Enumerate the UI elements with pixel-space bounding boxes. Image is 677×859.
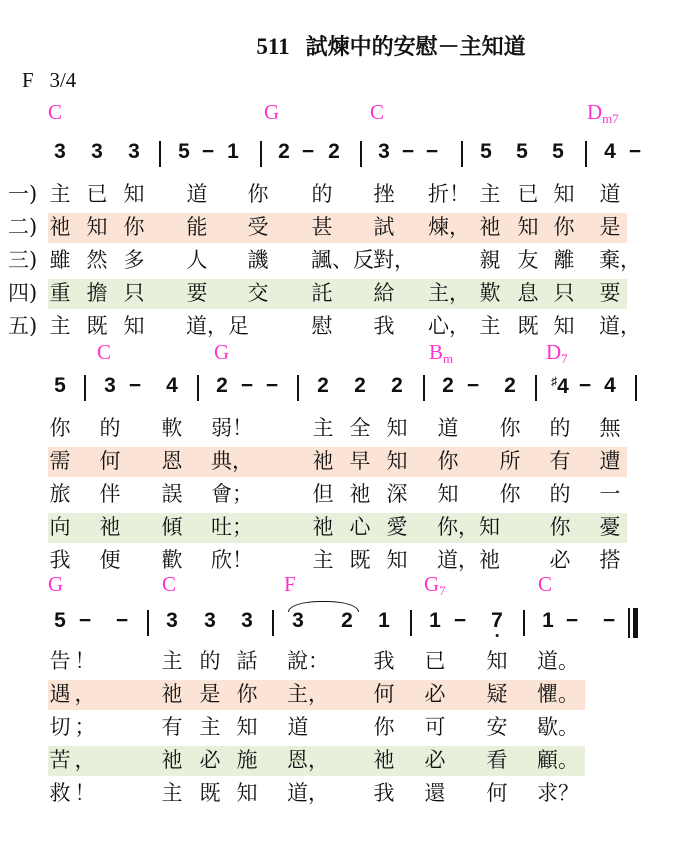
note-dash: − xyxy=(425,140,439,163)
barline xyxy=(523,610,525,636)
barline xyxy=(410,610,412,636)
note: 3 xyxy=(104,374,116,397)
lyric-syllable: 知 xyxy=(553,182,575,206)
barline xyxy=(272,610,274,636)
barline xyxy=(297,375,299,401)
chord-root: G xyxy=(424,572,440,596)
lyric-syllable: 主 xyxy=(312,416,334,440)
page-title xyxy=(0,30,677,61)
lyric-syllable: 說： xyxy=(287,649,329,673)
chord-quality: 7 xyxy=(439,583,446,598)
lyric-syllable: 你 xyxy=(247,182,269,206)
lyric-syllable: 離 xyxy=(553,248,575,272)
lyric-syllable: 祂 xyxy=(373,748,395,772)
lyric-syllable: 何 xyxy=(99,449,121,473)
lyric-syllable: 必 xyxy=(199,748,221,772)
lyric-syllable: 祂 xyxy=(49,215,71,239)
chord-root: D xyxy=(546,340,562,364)
lyric-syllable: 你 xyxy=(123,215,145,239)
lyric-syllable: 你，知 xyxy=(437,515,500,539)
lyric-syllable: 知 xyxy=(236,781,258,805)
lyric-syllable: 心， xyxy=(428,314,470,338)
chord-root: C xyxy=(97,340,112,364)
note-dash: − xyxy=(78,609,92,632)
lyric-syllable: 你 xyxy=(437,449,459,473)
lyric-syllable: 吐； xyxy=(211,515,253,539)
lyric-syllable: 道，足 xyxy=(186,314,249,338)
lyric-syllable: 是 xyxy=(199,682,221,706)
lyric-syllable: 你 xyxy=(236,682,258,706)
final-barline-thick xyxy=(633,608,638,638)
lyric-syllable: 誤 xyxy=(161,482,183,506)
chord-symbol xyxy=(48,100,62,125)
lower-octave-dot xyxy=(496,634,499,637)
lyric-syllable: 譏 xyxy=(247,248,269,272)
note: 5 xyxy=(178,140,190,163)
time-signature: 3/4 xyxy=(49,68,77,92)
note: 3 xyxy=(204,609,216,632)
note: 5 xyxy=(54,374,66,397)
note: 3 xyxy=(241,609,253,632)
note: 2 xyxy=(341,609,353,632)
lyric-syllable: 愛 xyxy=(386,515,408,539)
chord-symbol xyxy=(429,340,453,367)
note-dash: − xyxy=(115,609,129,632)
lyric-syllable: 安 xyxy=(486,715,508,739)
lyric-syllable: ！ xyxy=(74,649,96,673)
lyric-syllable: 道，祂 xyxy=(437,548,500,572)
lyric-syllable: 試 xyxy=(373,215,395,239)
barline xyxy=(147,610,149,636)
lyric-syllable: 求？ xyxy=(537,781,579,805)
lyric-syllable: 知 xyxy=(386,548,408,572)
lyric-syllable: 看 xyxy=(486,748,508,772)
lyric-syllable: 要 xyxy=(186,281,208,305)
lyric-syllable: 折！ xyxy=(428,182,470,206)
verse-label: 一) xyxy=(8,182,38,206)
lyric-syllable: 向 xyxy=(49,515,71,539)
verse-highlight-band xyxy=(48,513,627,543)
note-dash: − xyxy=(466,374,480,397)
barline xyxy=(535,375,537,401)
note-dash: − xyxy=(453,609,467,632)
note: 4 xyxy=(604,374,616,397)
note: ♯4 xyxy=(551,374,569,398)
verse-label: 四) xyxy=(8,281,38,305)
lyric-syllable: ， xyxy=(74,682,96,706)
lyric-syllable: 祂 xyxy=(161,682,183,706)
barline xyxy=(635,375,637,401)
lyric-syllable: 雖 xyxy=(49,248,71,272)
lyric-syllable: 祂 xyxy=(479,215,501,239)
lyric-syllable: 祂 xyxy=(312,515,334,539)
lyric-syllable: 人 xyxy=(186,248,208,272)
lyric-syllable: 的 xyxy=(311,182,333,206)
lyric-syllable: 是 xyxy=(599,215,621,239)
lyric-syllable: 有 xyxy=(161,715,183,739)
lyric-syllable: 道。 xyxy=(537,649,579,673)
lyric-syllable: 搭 xyxy=(599,548,621,572)
barline xyxy=(360,141,362,167)
lyric-syllable: 的 xyxy=(99,416,121,440)
note: 2 xyxy=(278,140,290,163)
lyric-syllable: 祂 xyxy=(161,748,183,772)
lyric-syllable: ； xyxy=(74,715,96,739)
lyric-syllable: 多 xyxy=(123,248,145,272)
lyric-syllable: 你 xyxy=(499,416,521,440)
lyric-syllable: 恩 xyxy=(161,449,183,473)
lyric-syllable: 遭 xyxy=(599,449,621,473)
note: 3 xyxy=(378,140,390,163)
lyric-syllable: 知 xyxy=(486,649,508,673)
chord-root: D xyxy=(587,100,603,124)
lyric-syllable: 一 xyxy=(599,482,621,506)
lyric-syllable: 知 xyxy=(86,215,108,239)
lyric-syllable: 需 xyxy=(49,449,71,473)
lyric-syllable: 息 xyxy=(517,281,539,305)
lyric-syllable: 主 xyxy=(49,314,71,338)
lyric-syllable: 旅 xyxy=(49,482,71,506)
lyric-syllable: 你 xyxy=(549,515,571,539)
lyric-syllable: 所 xyxy=(499,449,521,473)
lyric-syllable: 諷、反 xyxy=(311,248,374,272)
hymn-number: 511 xyxy=(256,34,290,59)
lyric-syllable: 可 xyxy=(424,715,446,739)
lyric-syllable: 挫 xyxy=(373,182,395,206)
chord-symbol xyxy=(546,340,568,367)
lyric-syllable: 親 xyxy=(479,248,501,272)
lyric-syllable: 主 xyxy=(49,182,71,206)
chord-symbol xyxy=(214,340,229,365)
lyric-syllable: 煉， xyxy=(428,215,470,239)
note: 2 xyxy=(504,374,516,397)
lyric-syllable: 歡 xyxy=(161,548,183,572)
note: 4 xyxy=(604,140,616,163)
key-time-signature xyxy=(22,68,76,93)
lyric-syllable: 友 xyxy=(517,248,539,272)
note: 3 xyxy=(292,609,304,632)
chord-symbol xyxy=(264,100,279,125)
lyric-syllable: ， xyxy=(74,748,96,772)
lyric-syllable: 已 xyxy=(517,182,539,206)
lyric-syllable: 何 xyxy=(373,682,395,706)
chord-symbol xyxy=(284,572,296,597)
chord-root: B xyxy=(429,340,444,364)
tie-slur xyxy=(288,601,359,612)
lyric-syllable: 然 xyxy=(86,248,108,272)
lyric-syllable: 切 xyxy=(49,715,71,739)
lyric-syllable: 主 xyxy=(199,715,221,739)
note-dash: − xyxy=(301,140,315,163)
lyric-syllable: 主， xyxy=(428,281,470,305)
note-dash: − xyxy=(401,140,415,163)
lyric-syllable: 憂 xyxy=(599,515,621,539)
lyric-syllable: 既 xyxy=(517,314,539,338)
chord-root: C xyxy=(162,572,177,596)
note: 5 xyxy=(552,140,564,163)
sharp-icon: ♯ xyxy=(551,374,558,388)
note-dash: − xyxy=(201,140,215,163)
note: 3 xyxy=(166,609,178,632)
lyric-syllable: 便 xyxy=(99,548,121,572)
chord-quality: m7 xyxy=(602,111,619,126)
note-dash: − xyxy=(628,140,642,163)
lyric-syllable: 知 xyxy=(553,314,575,338)
lyric-syllable: 主 xyxy=(312,548,334,572)
lyric-syllable: 祂 xyxy=(312,449,334,473)
lyric-syllable: 主， xyxy=(287,682,329,706)
chord-root: G xyxy=(48,572,64,596)
lyric-syllable: 慰 xyxy=(311,314,333,338)
lyric-syllable: 知 xyxy=(386,449,408,473)
lyric-syllable: 給 xyxy=(373,281,395,305)
lyric-syllable: 告 xyxy=(49,649,71,673)
lyric-syllable: ！ xyxy=(74,781,96,805)
lyric-syllable: 既 xyxy=(199,781,221,805)
barline xyxy=(84,375,86,401)
note: 7 xyxy=(491,609,503,633)
lyric-syllable: 遇 xyxy=(49,682,71,706)
verse-label: 三) xyxy=(8,248,38,272)
lyric-syllable: 主 xyxy=(161,649,183,673)
lyric-syllable: 已 xyxy=(86,182,108,206)
note-dash: − xyxy=(240,374,254,397)
lyric-syllable: 知 xyxy=(123,314,145,338)
note: 5 xyxy=(54,609,66,632)
note: 1 xyxy=(542,609,554,632)
lyric-syllable: 只 xyxy=(553,281,575,305)
chord-quality: 7 xyxy=(561,351,568,366)
chord-root: C xyxy=(370,100,385,124)
lyric-syllable: 會； xyxy=(211,482,253,506)
lyric-syllable: 救 xyxy=(49,781,71,805)
lyric-syllable: 甚 xyxy=(311,215,333,239)
lyric-syllable: 疑 xyxy=(486,682,508,706)
note: 3 xyxy=(128,140,140,163)
lyric-syllable: 必 xyxy=(424,748,446,772)
note-dash: − xyxy=(265,374,279,397)
hymn-name: 試煉中的安慰－主知道 xyxy=(305,35,526,60)
barline xyxy=(159,141,161,167)
barline xyxy=(260,141,262,167)
verse-label: 五) xyxy=(8,314,38,338)
lyric-syllable: 無 xyxy=(599,416,621,440)
lyric-syllable: 擔 xyxy=(86,281,108,305)
lyric-syllable: 還 xyxy=(424,781,446,805)
lyric-syllable: 能 xyxy=(186,215,208,239)
verse-label: 二) xyxy=(8,215,38,239)
lyric-syllable: 我 xyxy=(373,314,395,338)
verse-highlight-band xyxy=(48,447,627,477)
lyric-syllable: 知 xyxy=(236,715,258,739)
note: 2 xyxy=(442,374,454,397)
lyric-syllable: 必 xyxy=(424,682,446,706)
note-dash: − xyxy=(578,374,592,397)
note: 1 xyxy=(378,609,390,632)
note: 2 xyxy=(317,374,329,397)
lyric-syllable: 主 xyxy=(479,314,501,338)
lyric-syllable: 我 xyxy=(373,649,395,673)
note: 2 xyxy=(391,374,403,397)
lyric-syllable: 主 xyxy=(479,182,501,206)
lyric-syllable: 施 xyxy=(236,748,258,772)
chord-symbol xyxy=(97,340,111,365)
chord-symbol xyxy=(538,572,552,597)
lyric-syllable: 道， xyxy=(287,781,329,805)
lyric-syllable: 歎 xyxy=(479,281,501,305)
chord-root: G xyxy=(264,100,280,124)
lyric-syllable: 深 xyxy=(386,482,408,506)
chord-root: C xyxy=(538,572,553,596)
lyric-syllable: 主 xyxy=(161,781,183,805)
lyric-syllable: 對， xyxy=(373,248,415,272)
chord-root: G xyxy=(214,340,230,364)
lyric-syllable: 你 xyxy=(499,482,521,506)
lyric-syllable: 傾 xyxy=(161,515,183,539)
lyric-syllable: 道 xyxy=(437,416,459,440)
lyric-syllable: 心 xyxy=(349,515,371,539)
lyric-syllable: 道， xyxy=(599,314,641,338)
lyric-syllable: 既 xyxy=(349,548,371,572)
chord-symbol xyxy=(48,572,63,597)
barline xyxy=(423,375,425,401)
note: 1 xyxy=(227,140,239,163)
lyric-syllable: 懼。 xyxy=(537,682,579,706)
note: 5 xyxy=(480,140,492,163)
lyric-syllable: 重 xyxy=(49,281,71,305)
note: 3 xyxy=(91,140,103,163)
chord-symbol xyxy=(587,100,619,127)
lyric-syllable: 的 xyxy=(549,416,571,440)
chord-symbol xyxy=(370,100,384,125)
chord-root: F xyxy=(284,572,296,596)
note-dash: − xyxy=(602,609,616,632)
lyric-syllable: 但 xyxy=(312,482,334,506)
lyric-syllable: 只 xyxy=(123,281,145,305)
note: 1 xyxy=(429,609,441,632)
lyric-syllable: 恩， xyxy=(287,748,329,772)
lyric-syllable: 知 xyxy=(517,215,539,239)
note: 2 xyxy=(328,140,340,163)
barline xyxy=(461,141,463,167)
lyric-syllable: 顧。 xyxy=(537,748,579,772)
note: 5 xyxy=(516,140,528,163)
lyric-syllable: 的 xyxy=(549,482,571,506)
note: 2 xyxy=(354,374,366,397)
lyric-syllable: 全 xyxy=(349,416,371,440)
lyric-syllable: 話 xyxy=(236,649,258,673)
lyric-syllable: 伴 xyxy=(99,482,121,506)
lyric-syllable: 祂 xyxy=(349,482,371,506)
lyric-syllable: 道 xyxy=(287,715,309,739)
lyric-syllable: 何 xyxy=(486,781,508,805)
note-dash: − xyxy=(128,374,142,397)
chord-symbol xyxy=(162,572,176,597)
lyric-syllable: 你 xyxy=(373,715,395,739)
lyric-syllable: 早 xyxy=(349,449,371,473)
note-dash: − xyxy=(565,609,579,632)
lyric-syllable: 軟 xyxy=(161,416,183,440)
note: 4 xyxy=(166,374,178,397)
lyric-syllable: 道 xyxy=(599,182,621,206)
lyric-syllable: 既 xyxy=(86,314,108,338)
chord-root: C xyxy=(48,100,63,124)
final-barline-thin xyxy=(628,608,630,638)
lyric-syllable: 知 xyxy=(123,182,145,206)
lyric-syllable: 弱！ xyxy=(211,416,253,440)
lyric-syllable: 道 xyxy=(186,182,208,206)
lyric-syllable: 有 xyxy=(549,449,571,473)
lyric-syllable: 知 xyxy=(437,482,459,506)
chord-quality: m xyxy=(443,351,454,366)
lyric-syllable: 祂 xyxy=(99,515,121,539)
lyric-syllable: 託 xyxy=(311,281,333,305)
lyric-syllable: 苦 xyxy=(49,748,71,772)
key-label: F xyxy=(22,68,34,92)
note: 3 xyxy=(54,140,66,163)
lyric-syllable: 你 xyxy=(553,215,575,239)
lyric-syllable: 交 xyxy=(247,281,269,305)
lyric-syllable: 你 xyxy=(49,416,71,440)
lyric-syllable: 受 xyxy=(247,215,269,239)
lyric-syllable: 我 xyxy=(373,781,395,805)
chord-symbol xyxy=(424,572,446,599)
lyric-syllable: 歇。 xyxy=(537,715,579,739)
barline xyxy=(585,141,587,167)
lyric-syllable: 典， xyxy=(211,449,253,473)
lyric-syllable: 欣！ xyxy=(211,548,253,572)
barline xyxy=(197,375,199,401)
lyric-syllable: 的 xyxy=(199,649,221,673)
lyric-syllable: 要 xyxy=(599,281,621,305)
lyric-syllable: 我 xyxy=(49,548,71,572)
lyric-syllable: 必 xyxy=(549,548,571,572)
lyric-syllable: 知 xyxy=(386,416,408,440)
lyric-syllable: 已 xyxy=(424,649,446,673)
note: 2 xyxy=(216,374,228,397)
lyric-syllable: 棄， xyxy=(599,248,641,272)
